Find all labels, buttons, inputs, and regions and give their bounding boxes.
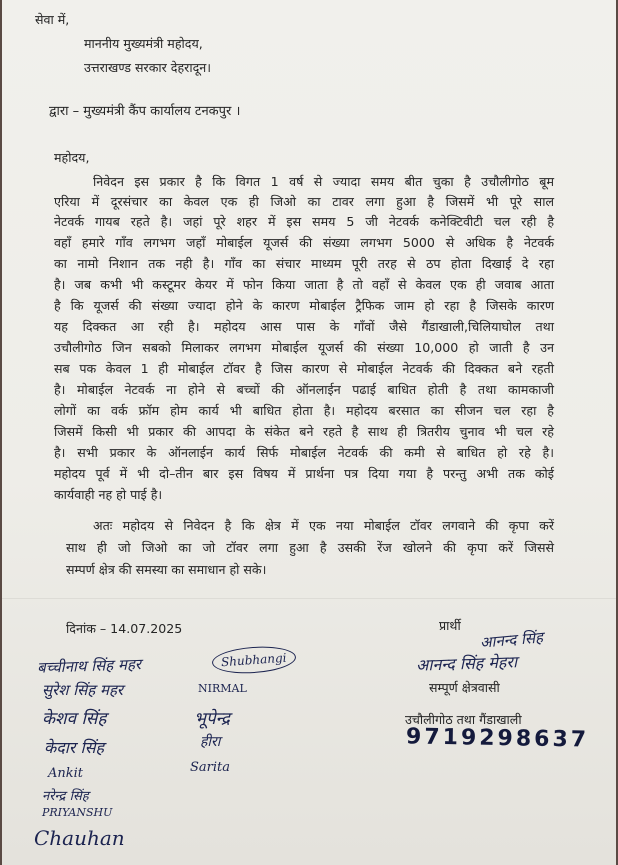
letter-page bbox=[2, 0, 616, 865]
body-line: यह दिक्कत आ रही है। महोदय आस पास के गाँवों जैसे गैंडाखाली,चिलियाघोल तथा bbox=[54, 319, 554, 334]
signature: Sarita bbox=[190, 760, 231, 775]
body-line: है कि यूजर्स की संख्या ज्यादा होने के कारण मोबाईल ट्रैफिक जाम हो रहा है जिसके कारण bbox=[54, 298, 554, 313]
body-line: कार्यवाही नह हो पाई है। bbox=[54, 487, 163, 502]
applicant-label: प्रार्थी bbox=[439, 618, 461, 633]
closing-line: साथ ही जो जिओ का जो टॉवर लगा हुआ है उसकी रेंज खोलने की कृपा करें जिससे bbox=[66, 540, 554, 555]
body-line: सब पक केवल 1 ही मोबाईल टॉवर है जिस कारण से मोबाईल नेटवर्क की दिक्कत बने रहती bbox=[54, 361, 554, 376]
applicant-phone: 9719298637 bbox=[405, 724, 590, 753]
body-line: जिसमें किसी भी प्रकार की आपदा के संकेत बने रहते है साथ ही त्रितरीय चुनाव भी चल रहे bbox=[54, 424, 554, 439]
body-line: महोदय पूर्व में भी दो–तीन बार इस विषय में प्रार्थना पत्र दिया गया है परन्तु अभी तक कोई bbox=[54, 466, 554, 481]
recipient-line-1: माननीय मुख्यमंत्री महोदय, bbox=[84, 36, 203, 51]
closing-line: अतः महोदय से निवेदन है कि क्षेत्र में एक नया मोबाईल टॉवर लगवाने की कृपा करें bbox=[93, 518, 554, 533]
greeting: महोदय, bbox=[54, 150, 90, 165]
applicant-group: सम्पूर्ण क्षेत्रवासी bbox=[429, 680, 500, 695]
body-line: वहाँ हमारे गाँव लगभग जहाँ मोबाईल यूजर्स की संख्या लगभग 5000 से अधिक है नेटवर्क bbox=[54, 235, 554, 250]
signature: सुरेश सिंह महर bbox=[42, 681, 124, 699]
signature: केदार सिंह bbox=[44, 738, 105, 757]
body-line: एरिया में दूरसंचार का केवल एक ही जिओ का टावर लगा हुआ है जिसमें भी पूरे साल bbox=[54, 194, 554, 209]
paper-fold bbox=[2, 598, 616, 599]
body-line: नेटवर्क गायब रहते है। जहां पूरे शहर में इस समय 5 जी नेटवर्क कनेक्टिवीटी चल रही है bbox=[54, 214, 554, 229]
applicant-signature-1: आनन्द सिंह bbox=[479, 628, 544, 652]
body-line: है। सभी प्रकार के ऑनलाईन कार्य सिर्फ मोबाईल नेटवर्क की कमी से बाधित हो रहे है। bbox=[54, 445, 554, 460]
body-line: है। मोबाईल नेटवर्क ना होने से बच्चों की ऑनलाईन पढाई बाधित होती है तथा कामकाजी bbox=[54, 382, 554, 397]
body-line: लोगों का वर्क फ्रॉम होम कार्य भी बाधित होता है। महोदय बरसात का सीजन चल रहा है bbox=[54, 403, 554, 418]
signature: Shubhangi bbox=[211, 644, 296, 676]
salutation-to: सेवा में, bbox=[35, 12, 70, 27]
signature: भूपेन्द्र bbox=[194, 709, 230, 729]
signature: NIRMAL bbox=[198, 682, 247, 695]
applicant-signature-2: आनन्द सिंह मेहरा bbox=[415, 652, 518, 675]
body-line: उचौलीगोठ जिन सबको मिलाकर लगभग मोबाईल यूजर्स की संख्या 10,000 हो जाती है उन bbox=[54, 340, 554, 355]
signature: Chauhan bbox=[34, 826, 125, 850]
signature: हीरा bbox=[200, 734, 221, 750]
signature: बच्चीनाथ सिंह महर bbox=[36, 655, 142, 677]
via-line: द्वारा – मुख्यमंत्री कैंप कार्यालय टनकपुर । bbox=[49, 104, 241, 119]
applicant-place: उचौलीगोठ तथा गैंडाखाली bbox=[405, 712, 522, 727]
recipient-line-2: उत्तराखण्ड सरकार देहरादून। bbox=[84, 60, 212, 75]
signature: Ankit bbox=[48, 766, 84, 781]
body-line: का नामो निशान तक नही है। गाँव का संचार माध्यम पूरी तरह से ठप होता दिखाई दे रहा bbox=[54, 256, 554, 271]
body-line: निवेदन इस प्रकार है कि विगत 1 वर्ष से ज्यादा समय बीत चुका है उचौलीगोठ बूम bbox=[93, 174, 554, 189]
signature: नरेन्द्र सिंह bbox=[42, 789, 89, 804]
date-label: दिनांक – 14.07.2025 bbox=[66, 621, 183, 636]
signature: PRIYANSHU bbox=[42, 806, 113, 819]
body-line: है। जब कभी भी कस्टूमर केयर में फोन किया जाता है तो वहाँ से केवल एक ही जवाब आता bbox=[54, 277, 554, 292]
closing-line: सम्पर्ण क्षेत्र की समस्या का समाधान हो सके। bbox=[66, 562, 267, 577]
signature: केशव सिंह bbox=[42, 709, 107, 729]
